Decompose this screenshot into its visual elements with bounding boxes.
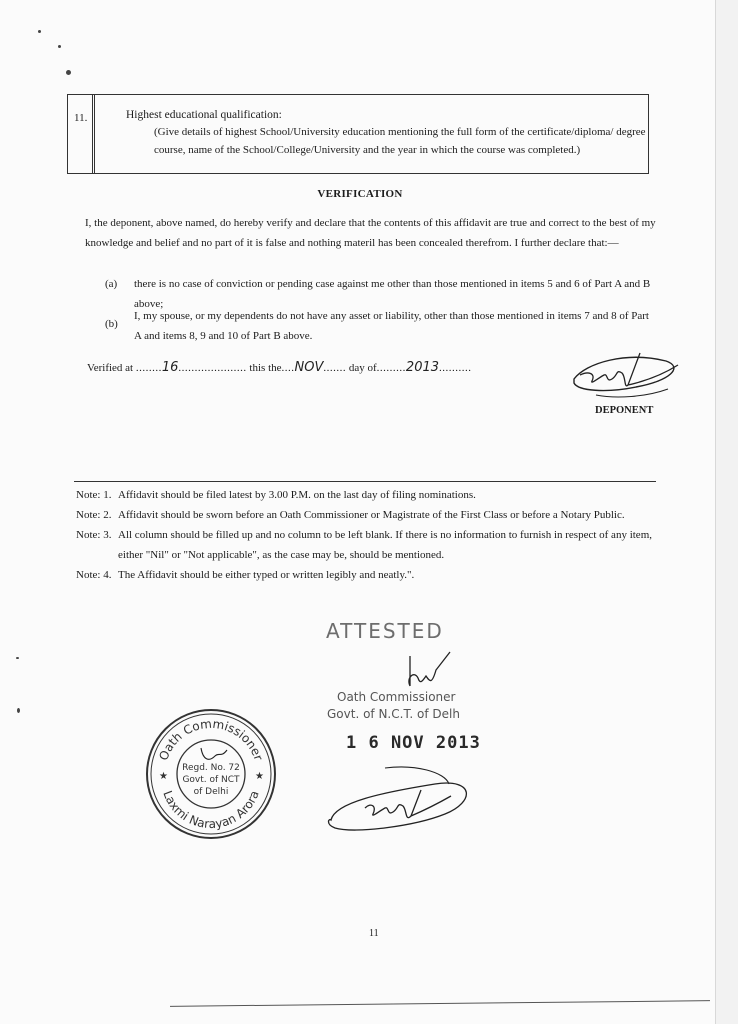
table-divider bbox=[68, 95, 93, 173]
note-label: Note: 2. bbox=[76, 509, 112, 521]
item-number: 11. bbox=[74, 112, 88, 124]
note-text: Affidavit should be sworn before an Oath Commissioner or Magistrate of the First Class or before a Notary Public. bbox=[118, 509, 625, 521]
oath-commissioner-seal bbox=[143, 706, 279, 842]
month-value: NOV bbox=[294, 360, 324, 375]
note-text: The Affidavit should be either typed or written legibly and neatly.". bbox=[118, 569, 415, 581]
note-text: All column should be filled up and no column to be left blank. If there is no information to furnish in respect of any item, either "Nil" or "Not applicable", as the case may be, should be mentioned. bbox=[118, 529, 652, 561]
paper-speck bbox=[58, 45, 61, 48]
seal-delhi: of Delhi bbox=[193, 787, 229, 797]
day-of-label: day of bbox=[348, 362, 377, 374]
page-number: 11 bbox=[369, 928, 379, 939]
page-edge bbox=[715, 0, 738, 1024]
verified-day-value: 16 bbox=[161, 360, 179, 375]
paper-speck bbox=[38, 30, 41, 33]
table-divider bbox=[94, 95, 95, 173]
item-description: (Give details of highest School/University education mentioning the full form of the certificate/diploma/ degree course, name of the School/College/University and the year in which the course was completed.) bbox=[154, 126, 646, 156]
paper-speck bbox=[17, 708, 20, 713]
govt-line: Govt. of N.C.T. of Delh bbox=[327, 707, 460, 721]
notes-divider bbox=[74, 481, 656, 482]
commissioner-initials bbox=[398, 648, 454, 692]
item-title: Highest educational qualification: bbox=[126, 109, 282, 121]
note-label: Note: 4. bbox=[76, 569, 112, 581]
note-text: Affidavit should be filed latest by 3.00 P.M. on the last day of filing nominations. bbox=[118, 489, 476, 501]
year-value: 2013 bbox=[405, 360, 440, 375]
clause-label: (a) bbox=[105, 278, 118, 290]
paper-speck bbox=[16, 657, 19, 659]
seal-regd: Regd. No. 72 bbox=[182, 763, 240, 773]
verification-declaration: I, the deponent, above named, do hereby verify and declare that the contents of this affidavit are true and correct to the best of my knowledge and belief and no part of it is false and nothing materil has been concealed therefrom. I further declare that:— bbox=[85, 217, 656, 249]
note-label: Note: 3. bbox=[76, 529, 112, 541]
paper-speck bbox=[66, 70, 71, 75]
svg-text:★: ★ bbox=[255, 771, 264, 782]
attested-stamp: ATTESTED bbox=[326, 619, 444, 643]
oath-commissioner-line: Oath Commissioner bbox=[337, 690, 456, 704]
clause-text: there is no case of conviction or pending case against me other than those mentioned in items 5 and 6 of Part A and B above; bbox=[134, 278, 651, 310]
qualification-table bbox=[67, 94, 649, 174]
this-the-label: this the bbox=[249, 362, 282, 374]
verified-at-label: Verified at bbox=[87, 362, 134, 374]
commissioner-signature bbox=[325, 762, 475, 838]
seal-govt: Govt. of NCT bbox=[182, 775, 240, 785]
clause-text: I, my spouse, or my dependents do not have any asset or liability, other than those mentioned in items 7 and 8 of Part A and items 8, 9 and 10 of Part B above. bbox=[134, 310, 649, 342]
deponent-label: DEPONENT bbox=[595, 405, 654, 416]
verification-heading: VERIFICATION bbox=[317, 188, 403, 200]
verified-line: Verified at ........16..................... this the....NOV....... day of.........2013.......... bbox=[87, 360, 472, 375]
seal-arc-bottom: Laxmi Narayan Arora bbox=[160, 788, 262, 832]
date-stamp: 1 6 NOV 2013 bbox=[346, 733, 481, 753]
deponent-signature bbox=[566, 345, 686, 405]
clause-label: (b) bbox=[105, 318, 118, 330]
bottom-rule bbox=[170, 1000, 710, 1007]
seal-arc-top: Oath Commissioner bbox=[156, 716, 266, 763]
note-label: Note: 1. bbox=[76, 489, 112, 501]
svg-text:★: ★ bbox=[159, 771, 168, 782]
